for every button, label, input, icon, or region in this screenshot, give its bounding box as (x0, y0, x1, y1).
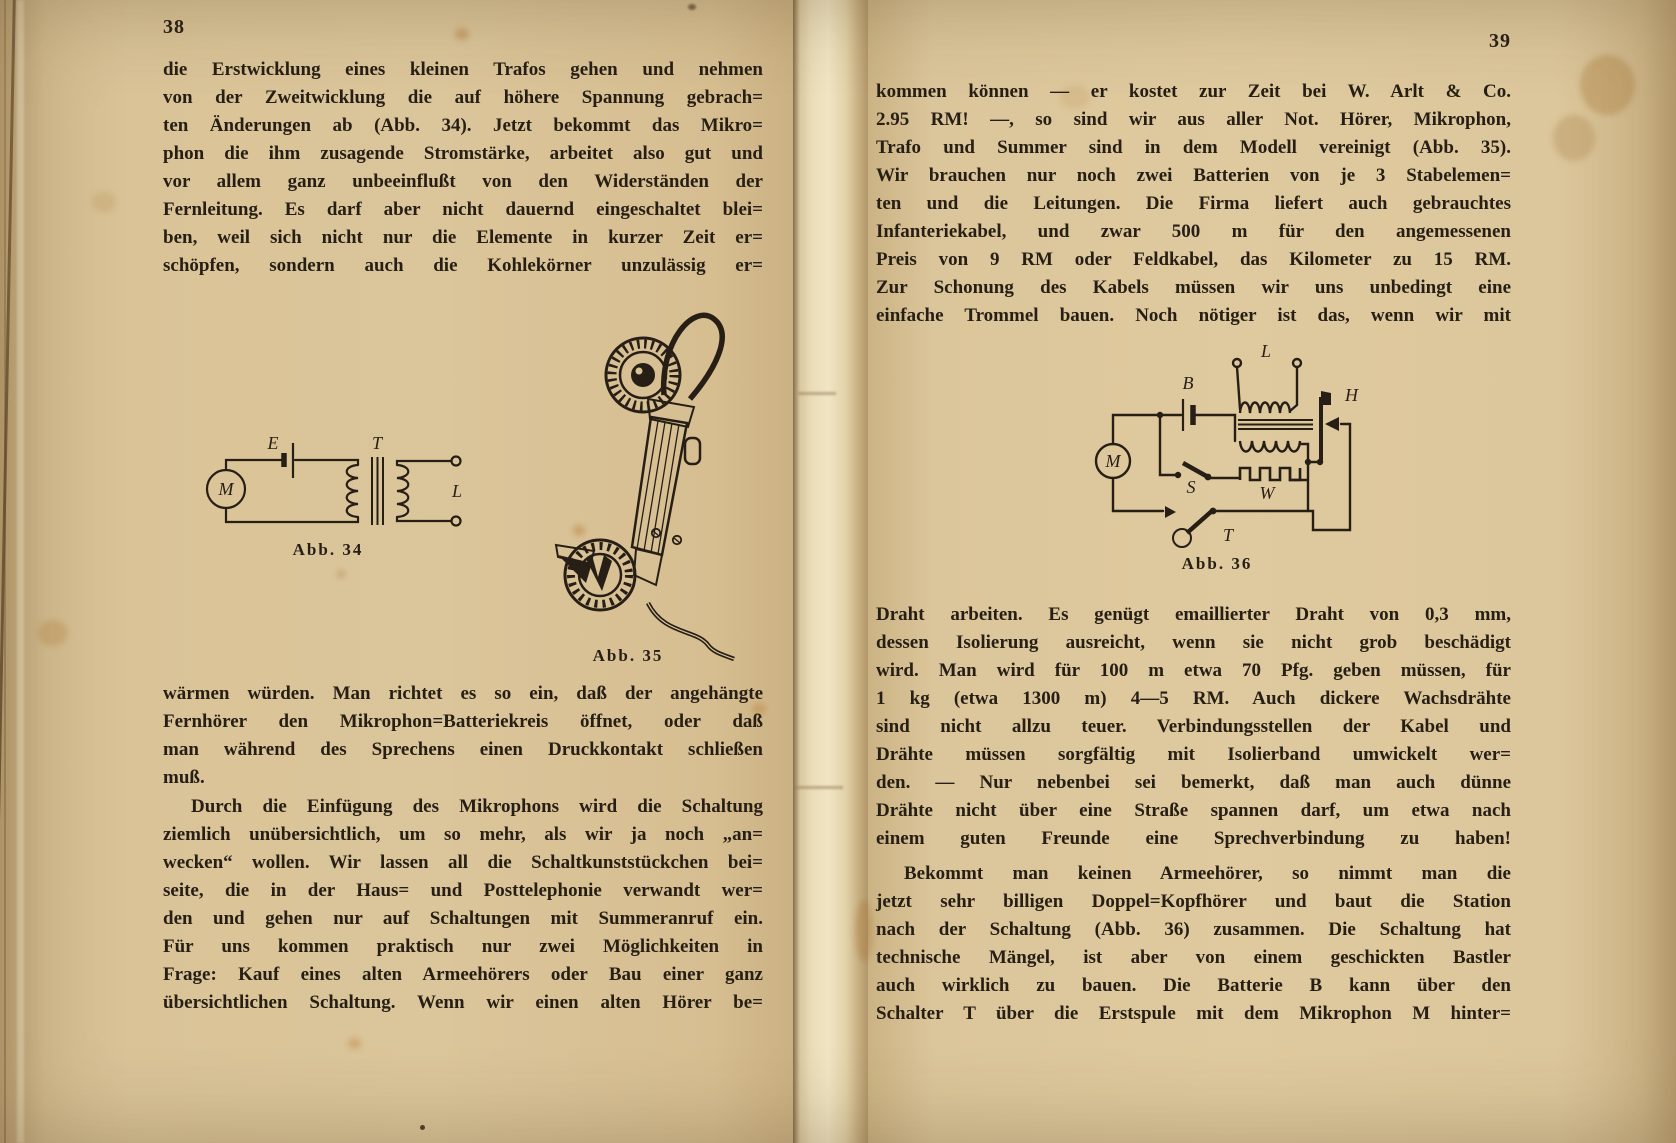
text-line: einfache Trommel bauen. Noch nötiger ist das, wenn wir mit (876, 305, 1511, 326)
wire (1290, 367, 1297, 411)
junction-dot (1157, 412, 1163, 418)
speck (420, 1125, 425, 1130)
label-battery: B (1182, 373, 1194, 393)
knurled-joint (634, 549, 662, 585)
text-line: die Erstwicklung eines kleinen Trafos gehen und nehmen (163, 59, 763, 80)
text-line: Für uns kommen praktisch nur zwei Möglichkeiten in (163, 936, 763, 957)
text-line: Frage: Kauf eines alten Armeehörers oder Bau einer ganz (163, 964, 763, 985)
wire (397, 461, 451, 465)
line-terminal (1233, 359, 1241, 367)
line-terminal (452, 517, 461, 526)
text-line: wärmen würden. Man richtet es so ein, daß der angehängte (163, 683, 763, 704)
text-line: jetzt sehr billigen Doppel=Kopfhörer und baut die Station (876, 891, 1511, 912)
text-line: Drähte müssen sorgfältig mit Isolierband umwickelt wer= (876, 744, 1511, 765)
left-page-number: 38 (163, 16, 185, 38)
wire (1113, 415, 1181, 444)
buzzer-hammer (1321, 391, 1339, 463)
battery-symbol (1183, 399, 1193, 431)
gutter-notch-bottom (795, 786, 843, 789)
page-edge-highlight (17, 0, 24, 1143)
left-paragraph-2 (163, 680, 763, 792)
mouthpiece-hole (586, 555, 612, 591)
right-paragraph-3 (876, 860, 1511, 1028)
text-line: seite, die in der Haus= und Posttelephonie verwandt wer= (163, 880, 763, 901)
right-paragraph-1 (876, 78, 1511, 330)
contact-anvil (1165, 506, 1176, 518)
text-line: nach der Schaltung (Abb. 36) zusammen. Die Schaltung hat (876, 919, 1511, 940)
text-line: man während des Sprechens einen Druckkontakt schließen (163, 739, 763, 760)
text-line: muß. (163, 767, 205, 788)
handset-hook (664, 315, 723, 399)
stain (38, 620, 68, 646)
label-line: L (451, 481, 463, 501)
text-line: 1 kg (etwa 1300 m) 4—5 RM. Auch dickere Wachsdrähte (876, 688, 1511, 709)
line-terminal (452, 457, 461, 466)
text-line: einem guten Freunde eine Sprechverbindung zu haben! (876, 828, 1511, 849)
label-battery: E (267, 433, 279, 453)
page-edge-crease-faint (4, 0, 6, 1143)
text-line: Zur Schonung des Kabels müssen wir uns unbedingt eine (876, 277, 1511, 298)
transformer-symbol (347, 457, 409, 525)
text-line: Schalter T über die Erstspule mit dem Mikrophon M hinter= (876, 1003, 1511, 1024)
text-line: kommen können — er kostet zur Zeit bei W. Arlt & Co. (876, 81, 1511, 102)
label-resistor: W (1259, 483, 1275, 503)
text-line: Durch die Einfügung des Mikrophons wird die Schaltung (191, 796, 763, 817)
stain (348, 1038, 361, 1049)
figure-34-caption: Abb. 34 (292, 540, 364, 559)
wire (1195, 415, 1235, 441)
text-line: von der Zweitwicklung die auf höhere Spannung gebrach= (163, 87, 763, 108)
text-line: Drähte nicht über eine Straße spannen darf, um etwa nach (876, 800, 1511, 821)
label-key: T (1223, 525, 1234, 545)
text-line: übersichtlichen Schaltung. Wenn wir einen alten Hörer be= (163, 992, 763, 1013)
book-gutter (793, 0, 868, 1143)
text-line: ziemlich unübersichtlich, um so mehr, als wir ja noch „an= (163, 824, 763, 845)
stain (1580, 55, 1635, 115)
left-paragraph-1 (163, 56, 763, 280)
text-line: Trafo und Summer sind in dem Modell vereinigt (Abb. 35). (876, 137, 1511, 158)
text-line: Fernhörer den Mikrophon=Batteriekreis öffnet, oder daß (163, 711, 763, 732)
wire (226, 508, 358, 522)
text-line: Bekommt man keinen Armeehörer, so nimmt man die (904, 863, 1511, 884)
figure-36-circuit-diagram (1035, 335, 1365, 553)
text-line: vor allem ganz unbeeinflußt von den Widerständen der (163, 171, 763, 192)
stain (92, 192, 116, 212)
stain (337, 570, 345, 578)
speck (688, 4, 696, 10)
stain (855, 900, 873, 962)
text-line: auch wirklich zu bauen. Die Batterie B kann über den (876, 975, 1511, 996)
text-line: Wir brauchen nur noch zwei Batterien von je 3 Stabelemen= (876, 165, 1511, 186)
side-button (685, 438, 700, 464)
text-line: sind nicht allzu teuer. Verbindungsstellen der Kabel und (876, 716, 1511, 737)
text-line: 2.95 RM! —, so sind wir aus aller Not. Hörer, Mikrophon, (876, 109, 1511, 130)
text-line: technische Mängel, ist aber von einem geschickten Bastler (876, 947, 1511, 968)
gutter-notch-top (798, 392, 836, 395)
figure-34-circuit-diagram (185, 405, 475, 555)
wire (1113, 478, 1163, 511)
right-paragraph-2 (876, 601, 1511, 853)
junction-dot (1317, 459, 1323, 465)
label-microphone: M (218, 479, 234, 499)
left-paragraph-3 (163, 793, 763, 1017)
text-line: den. — Nur nebenbei sei bemerkt, daß man auch dünne (876, 772, 1511, 793)
primary-coil (1240, 441, 1300, 452)
wire (226, 460, 281, 470)
text-line: ben, weil sich nicht nur die Elemente in kurzer Zeit er= (163, 227, 763, 248)
resistor-w (1240, 468, 1308, 480)
label-hammer: H (1345, 385, 1358, 405)
wire (295, 460, 358, 465)
wire (397, 517, 451, 521)
circuit-wires (1096, 359, 1350, 530)
battery-symbol (284, 443, 293, 478)
figure-35-caption: Abb. 35 (592, 646, 664, 665)
text-line: Infanteriekabel, und zwar 500 m für den angemessenen (876, 221, 1511, 242)
hammer-head (1321, 391, 1331, 405)
text-line: phon die ihm zusagende Stromstärke, arbeitet also gut und (163, 143, 763, 164)
label-microphone: M (1105, 451, 1121, 471)
handset-mouthpiece (556, 540, 635, 610)
secondary-coil (397, 465, 408, 517)
text-line: Draht arbeiten. Es genügt emaillierter Draht von 0,3 mm, (876, 604, 1511, 625)
label-line: L (1260, 341, 1272, 361)
figure-35-handset-illustration (548, 293, 758, 663)
text-line: wird. Man wird für 100 m etwa 70 Pfg. geben müssen, für (876, 660, 1511, 681)
circuit-wires (207, 457, 461, 526)
handset-earpiece (606, 338, 680, 412)
label-switch: S (1186, 477, 1196, 497)
text-line: dessen Isolierung ausreicht, wenn sie nicht grob beschädigt (876, 632, 1511, 653)
primary-coil (347, 465, 358, 517)
text-line: ten Änderungen ab (Abb. 34). Jetzt bekommt das Mikro= (163, 115, 763, 136)
line-terminal (1293, 359, 1301, 367)
junction-dot (1305, 459, 1311, 465)
right-page-number: 39 (1489, 30, 1511, 52)
text-line: ten und die Leitungen. Die Firma liefert auch gebrauchtes (876, 193, 1511, 214)
text-line: schöpfen, sondern auch die Kohlekörner unzulässig er= (163, 255, 763, 276)
wire (1237, 367, 1240, 409)
wire (1160, 415, 1176, 475)
text-line: den und gehen nur auf Schaltungen mit Summeranruf ein. (163, 908, 763, 929)
stain (455, 28, 469, 40)
text-line: Fernleitung. Es darf aber nicht dauernd eingeschaltet blei= (163, 199, 763, 220)
figure-36-caption: Abb. 36 (1181, 554, 1253, 573)
stain (1553, 115, 1595, 161)
contact-arrow (1325, 417, 1339, 431)
key-knob (1173, 529, 1191, 547)
label-transformer: T (371, 433, 383, 453)
handset-body (632, 399, 700, 585)
secondary-coil (1240, 403, 1290, 414)
text-line: wecken“ wollen. Wir lassen all die Schaltkunststückchen bei= (163, 852, 763, 873)
key-switch-t (1165, 506, 1216, 547)
text-line: Preis von 9 RM oder Feldkabel, das Kilometer zu 15 RM. (876, 249, 1511, 270)
